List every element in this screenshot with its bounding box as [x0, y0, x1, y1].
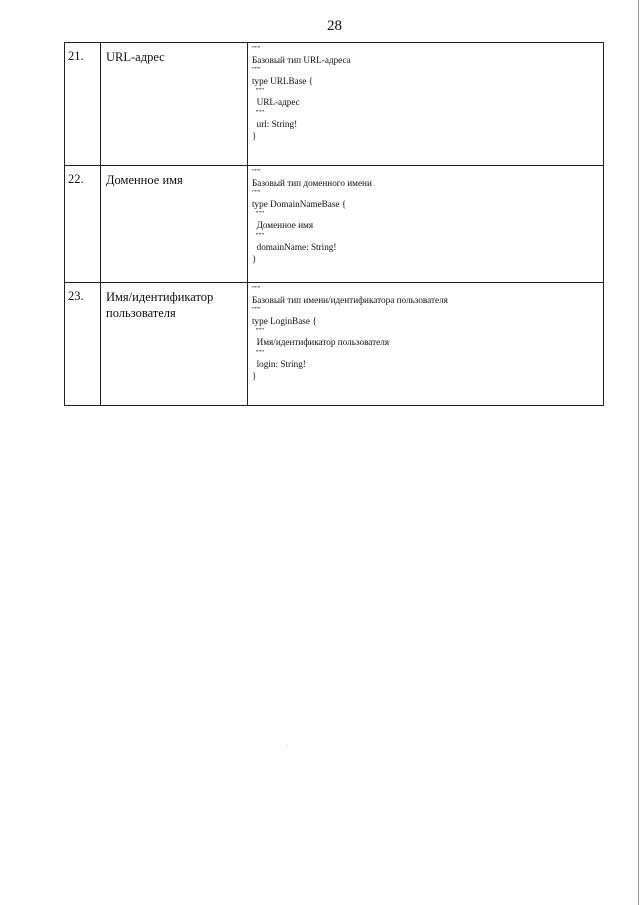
table-row — [65, 43, 604, 166]
code-line: } — [252, 370, 257, 381]
table-row — [65, 166, 604, 283]
code-line: Доменное имя — [252, 220, 314, 231]
code-block — [248, 283, 604, 406]
code-line: URL-адрес — [252, 97, 300, 108]
row-name: URL-адрес — [101, 43, 248, 166]
code-line: type URLBase { — [252, 76, 314, 87]
code-line: url: String! — [252, 118, 298, 129]
code-block — [248, 166, 604, 283]
code-line: Базовый тип URL-адреса — [252, 55, 351, 65]
page-edge-shadow — [638, 0, 639, 905]
row-number: 23. — [65, 283, 101, 406]
row-number: 21. — [65, 43, 101, 166]
code-line: """ — [252, 210, 265, 219]
code-line: """ — [252, 108, 265, 117]
code-line: """ — [252, 306, 261, 315]
code-line: } — [252, 253, 257, 264]
code-line: Базовый тип имени/идентификатора пользователя — [252, 295, 448, 305]
table-row — [65, 283, 604, 406]
row-name: Имя/идентификатор пользователя — [101, 283, 248, 406]
page-number: 28 — [327, 18, 342, 34]
scan-speck — [287, 745, 288, 746]
code-line: type DomainNameBase { — [252, 199, 347, 210]
code-line: Имя/идентификатор пользователя — [252, 337, 390, 348]
code-line: """ — [252, 189, 261, 198]
row-number: 22. — [65, 166, 101, 283]
code-line: Базовый тип доменного имени — [252, 178, 372, 188]
row-name: Доменное имя — [101, 166, 248, 283]
code-line: login: String! — [252, 358, 306, 369]
code-line: } — [252, 130, 257, 141]
code-line: """ — [252, 348, 265, 357]
code-line: """ — [252, 231, 265, 240]
code-line: """ — [252, 66, 261, 75]
code-line: type LoginBase { — [252, 316, 317, 327]
code-block — [248, 43, 604, 166]
code-line: """ — [252, 285, 261, 293]
spec-table — [64, 42, 604, 406]
code-line: domainName: String! — [252, 241, 337, 252]
code-line: """ — [252, 87, 265, 96]
code-line: """ — [252, 168, 261, 176]
code-line: """ — [252, 45, 261, 53]
code-line: """ — [252, 327, 265, 336]
